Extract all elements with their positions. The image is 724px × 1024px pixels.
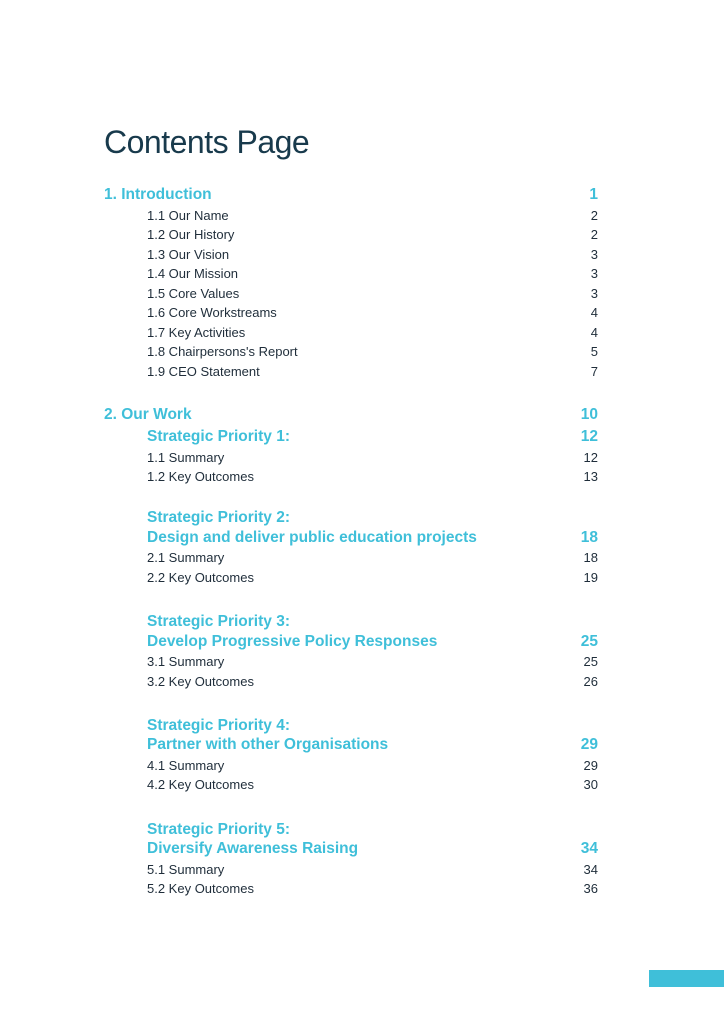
toc-priority-heading: Strategic Priority 5: (147, 821, 290, 838)
toc-entry-label: 1.2 Key Outcomes (147, 469, 254, 484)
toc-entry[interactable] (0, 266, 724, 286)
toc-entry[interactable] (0, 777, 724, 797)
toc-priority-5-heading (0, 821, 724, 841)
toc-priority-heading: Strategic Priority 1: (147, 428, 290, 445)
toc-section-our-work[interactable] (0, 406, 724, 426)
toc-page-number: 12 (580, 428, 598, 445)
toc-entry-label: 4.1 Summary (147, 758, 225, 773)
toc-page-number: 30 (583, 777, 598, 792)
toc-section-introduction[interactable] (0, 186, 724, 206)
toc-priority-heading: Strategic Priority 4: (147, 717, 290, 734)
toc-entry-label: 1.5 Core Values (147, 286, 240, 301)
toc-page-number: 3 (590, 247, 598, 262)
toc-entry-label: 5.2 Key Outcomes (147, 881, 254, 896)
toc-priority-heading: Strategic Priority 3: (147, 613, 290, 630)
toc-entry[interactable] (0, 758, 724, 778)
toc-priority-4[interactable] (0, 736, 724, 756)
toc-entry-label: 2.2 Key Outcomes (147, 570, 254, 585)
toc-entry[interactable] (0, 305, 724, 325)
toc-entry[interactable] (0, 364, 724, 384)
toc-page-number: 3 (590, 266, 598, 281)
toc-entry[interactable] (0, 450, 724, 470)
toc-page-number: 34 (580, 840, 598, 857)
toc-entry-label: 3.2 Key Outcomes (147, 674, 254, 689)
toc-priority-subtitle: Partner with other Organisations (147, 736, 389, 753)
toc-priority-2-heading (0, 509, 724, 529)
toc-priority-4-heading (0, 717, 724, 737)
toc-entry[interactable] (0, 227, 724, 247)
toc-entry[interactable] (0, 286, 724, 306)
toc-page-number: 2 (590, 208, 598, 223)
toc-entry-label: 3.1 Summary (147, 654, 225, 669)
toc-entry[interactable] (0, 654, 724, 674)
toc-page-number: 29 (583, 758, 598, 773)
toc-page-number: 25 (580, 633, 598, 650)
toc-page-number: 18 (580, 529, 598, 546)
toc-entry-label: 1.8 Chairpersons's Report (147, 344, 298, 359)
toc-page-number: 13 (583, 469, 598, 484)
toc-page-number: 12 (583, 450, 598, 465)
toc-priority-3-heading (0, 613, 724, 633)
footer-accent-bar (649, 970, 724, 987)
toc-entry-label: 1.9 CEO Statement (147, 364, 260, 379)
toc-entry[interactable] (0, 247, 724, 267)
toc-entry[interactable] (0, 881, 724, 901)
toc-priority-3[interactable] (0, 633, 724, 653)
toc-page-number: 29 (580, 736, 598, 753)
toc-priority-subtitle: Diversify Awareness Raising (147, 840, 359, 857)
toc-entry-label: 2.1 Summary (147, 550, 225, 565)
toc-page-number: 10 (580, 406, 598, 423)
toc-entry[interactable] (0, 208, 724, 228)
toc-section-label: 1. Introduction (104, 186, 212, 203)
toc-section-label: 2. Our Work (104, 406, 192, 423)
toc-priority-5[interactable] (0, 840, 724, 860)
toc-entry-label: 1.2 Our History (147, 227, 235, 242)
toc-entry-label: 1.6 Core Workstreams (147, 305, 277, 320)
toc-entry-label: 1.4 Our Mission (147, 266, 239, 281)
toc-page-number: 4 (590, 325, 598, 340)
toc-entry[interactable] (0, 344, 724, 364)
toc-page-number: 25 (583, 654, 598, 669)
toc-page-number: 19 (583, 570, 598, 585)
toc-page-number: 34 (583, 862, 598, 877)
toc-page-number: 36 (583, 881, 598, 896)
toc-entry-label: 5.1 Summary (147, 862, 225, 877)
toc-priority-subtitle: Develop Progressive Policy Responses (147, 633, 438, 650)
toc-page-number: 26 (583, 674, 598, 689)
toc-entry-label: 1.7 Key Activities (147, 325, 246, 340)
toc-entry[interactable] (0, 674, 724, 694)
toc-priority-2[interactable] (0, 529, 724, 549)
toc-page-number: 2 (590, 227, 598, 242)
toc-page-number: 5 (590, 344, 598, 359)
toc-entry[interactable] (0, 325, 724, 345)
toc-priority-1[interactable] (0, 428, 724, 448)
toc-entry[interactable] (0, 550, 724, 570)
toc-entry-label: 4.2 Key Outcomes (147, 777, 254, 792)
toc-page-number: 4 (590, 305, 598, 320)
toc-entry-label: 1.1 Summary (147, 450, 225, 465)
page-title: Contents Page (104, 124, 310, 160)
toc-page-number: 3 (590, 286, 598, 301)
toc-entry-label: 1.3 Our Vision (147, 247, 230, 262)
toc-entry[interactable] (0, 862, 724, 882)
toc-entry[interactable] (0, 570, 724, 590)
toc-priority-heading: Strategic Priority 2: (147, 509, 290, 526)
toc-page-number: 18 (583, 550, 598, 565)
toc-entry[interactable] (0, 469, 724, 489)
toc-page-number: 1 (589, 186, 598, 203)
toc-entry-label: 1.1 Our Name (147, 208, 229, 223)
toc-page-number: 7 (590, 364, 598, 379)
toc-priority-subtitle: Design and deliver public education projects (147, 529, 477, 546)
